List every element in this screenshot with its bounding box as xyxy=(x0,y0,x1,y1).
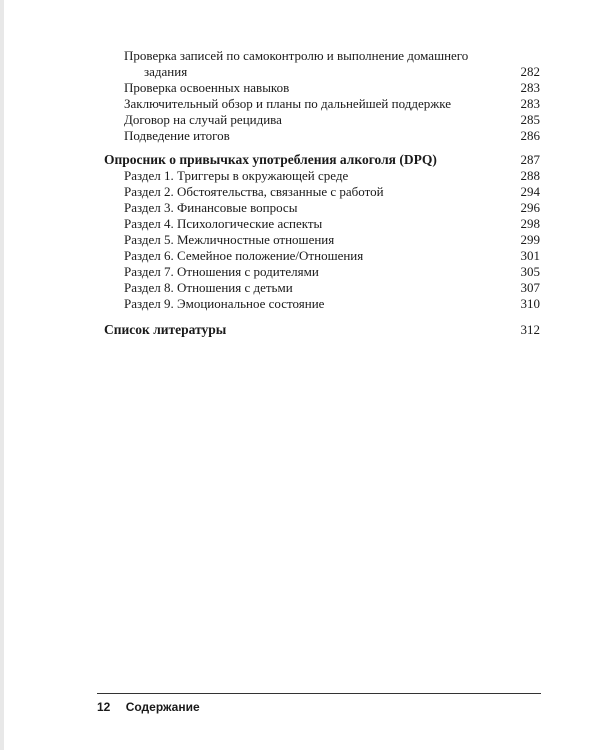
toc-entry-title: Раздел 1. Триггеры в окружающей среде xyxy=(124,168,349,183)
toc-entry xyxy=(104,184,540,200)
toc-entry xyxy=(104,296,540,312)
footer-page-number: 12 xyxy=(97,700,111,714)
toc-entry-page: 301 xyxy=(520,248,540,263)
toc-entry-title: Договор на случай рецидива xyxy=(124,112,282,127)
toc-entry-page: 285 xyxy=(520,112,540,127)
toc-entry xyxy=(104,264,540,280)
footer-divider xyxy=(97,693,541,694)
toc-entry-title: Раздел 2. Обстоятельства, связанные с работой xyxy=(124,184,384,199)
toc-section-title: Список литературы xyxy=(104,322,227,337)
toc-entry-page: 286 xyxy=(520,128,540,143)
toc-section-heading-references xyxy=(104,322,540,338)
toc-entry-title: Раздел 5. Межличностные отношения xyxy=(124,232,335,247)
toc-section-heading-dpq xyxy=(104,152,540,168)
toc-entry-title: Подведение итогов xyxy=(124,128,230,143)
toc-entry-page: 282 xyxy=(520,64,540,79)
toc-entry-title: Проверка записей по самоконтролю и выполнение домашнего xyxy=(124,48,469,63)
toc-entry-page: 299 xyxy=(520,232,540,247)
toc-entry-page: 288 xyxy=(520,168,540,183)
toc-entry-page: 283 xyxy=(520,80,540,95)
toc-entry-title: Проверка освоенных навыков xyxy=(124,80,290,95)
toc-entry-title: Раздел 8. Отношения с детьми xyxy=(124,280,293,295)
toc-section-page: 312 xyxy=(520,322,540,337)
toc-entry xyxy=(104,216,540,232)
toc-entry-title: Раздел 3. Финансовые вопросы xyxy=(124,200,298,215)
toc-entry-continuation xyxy=(104,64,540,80)
scan-edge xyxy=(0,0,4,750)
table-of-contents xyxy=(104,48,540,338)
toc-entry-title: Раздел 4. Психологические аспекты xyxy=(124,216,323,231)
toc-entry xyxy=(104,168,540,184)
toc-entry-page: 294 xyxy=(520,184,540,199)
toc-entry-page: 305 xyxy=(520,264,540,279)
toc-entry-title-continuation: задания xyxy=(144,64,188,79)
toc-entry-page: 307 xyxy=(520,280,540,295)
toc-entry-title: Раздел 6. Семейное положение/Отношения xyxy=(124,248,364,263)
toc-entry xyxy=(104,280,540,296)
footer-running-title: Содержание xyxy=(125,700,200,714)
toc-section-page: 287 xyxy=(520,152,540,167)
toc-entry-page: 296 xyxy=(520,200,540,215)
toc-entry-title: Раздел 9. Эмоциональное состояние xyxy=(124,296,325,311)
toc-entry xyxy=(104,80,540,96)
toc-entry-title: Раздел 7. Отношения с родителями xyxy=(124,264,319,279)
toc-entry-title: Заключительный обзор и планы по дальнейшей поддержке xyxy=(124,96,451,111)
toc-entry xyxy=(104,128,540,144)
toc-entry-page: 283 xyxy=(520,96,540,111)
toc-entry xyxy=(104,112,540,128)
page-footer xyxy=(97,700,200,714)
toc-entry xyxy=(104,200,540,216)
toc-section-title: Опросник о привычках употребления алкоголя (DPQ) xyxy=(104,152,437,167)
toc-entry xyxy=(104,48,540,64)
toc-entry-page: 310 xyxy=(520,296,540,311)
toc-entry xyxy=(104,248,540,264)
toc-entry xyxy=(104,96,540,112)
toc-entry-page: 298 xyxy=(520,216,540,231)
toc-entry xyxy=(104,232,540,248)
